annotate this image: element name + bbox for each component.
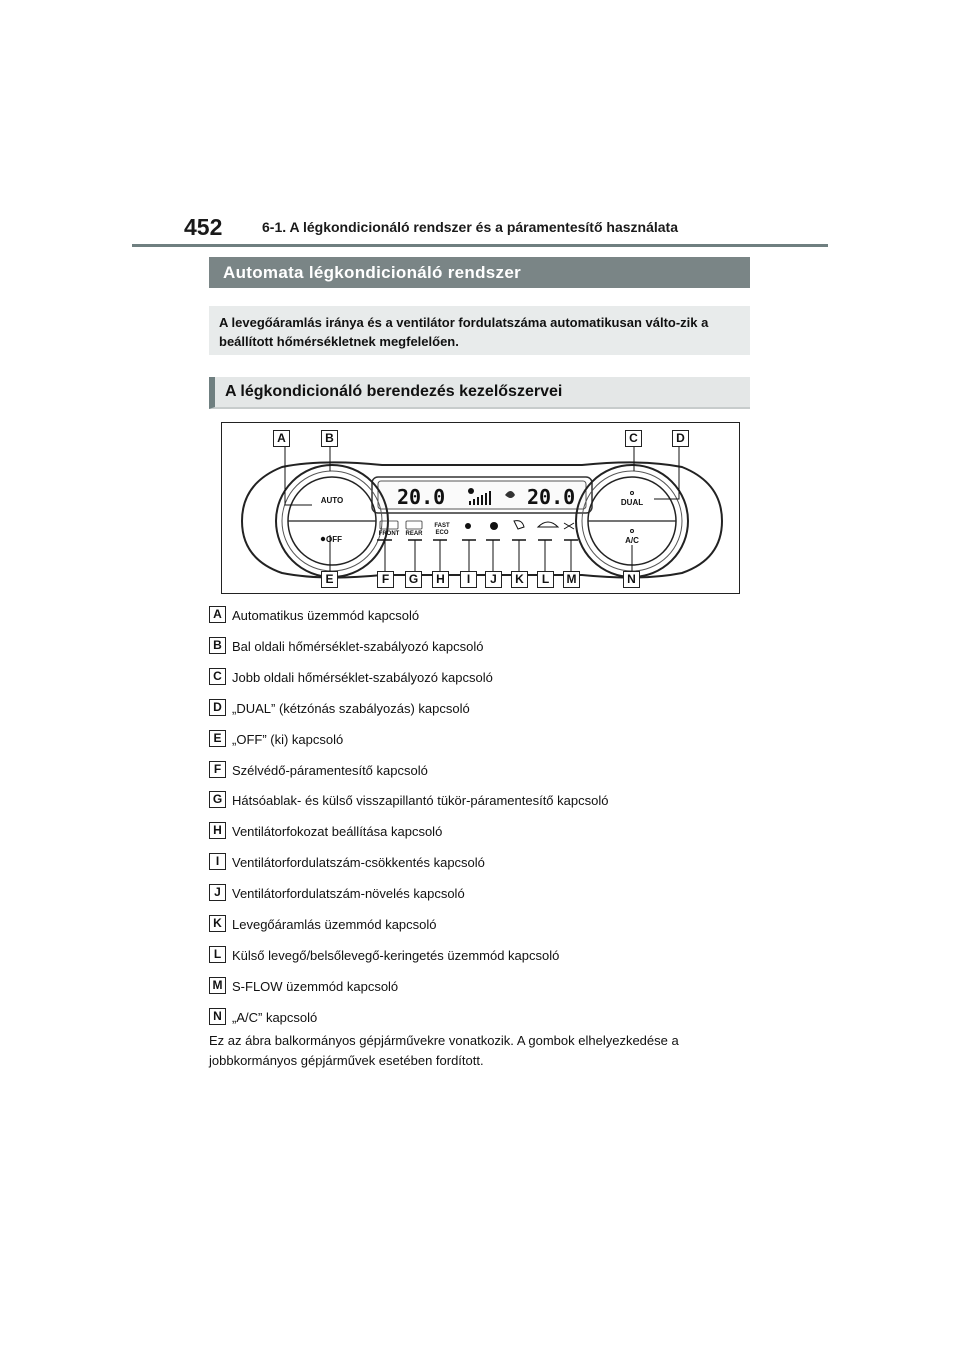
callout-b: B: [321, 430, 338, 447]
footnote: Ez az ábra balkormányos gépjárművekre vonatkozik. A gombok elhelyezkedése a jobbkormányos gépjárművek esetében fordított.: [209, 1033, 679, 1068]
climate-panel-figure: [221, 422, 740, 594]
callout-d: D: [672, 430, 689, 447]
fan-down-icon[interactable]: [465, 523, 471, 529]
climate-panel-illustration: [222, 423, 741, 595]
fan-up-icon[interactable]: [490, 522, 498, 530]
callout-j: J: [485, 571, 502, 588]
legend-text: Szélvédő-páramentesítő kapcsoló: [232, 763, 428, 778]
legend-text: Külső levegő/belsőlevegő-keringetés üzemmód kapcsoló: [232, 948, 560, 963]
callout-k: K: [511, 571, 528, 588]
auto-button-label[interactable]: AUTO: [320, 496, 344, 505]
fast-button-label[interactable]: FAST: [434, 523, 450, 529]
legend-letter-box: F: [209, 761, 226, 778]
eco-button-label[interactable]: ECO: [435, 530, 449, 536]
panel-outline: [242, 462, 722, 577]
callout-h: H: [432, 571, 449, 588]
dual-button-label[interactable]: DUAL: [620, 498, 644, 507]
legend-letter-box: K: [209, 915, 226, 932]
legend-letter-box: L: [209, 946, 226, 963]
legend-letter-box: D: [209, 699, 226, 716]
legend-text: Bal oldali hőmérséklet-szabályozó kapcsoló: [232, 639, 484, 654]
rear-defrost-button[interactable]: [406, 521, 422, 529]
page-number: 452: [184, 214, 223, 240]
legend-text: Jobb oldali hőmérséklet-szabályozó kapcsoló: [232, 670, 493, 685]
rear-button-label: REAR: [405, 531, 423, 537]
legend-text: Automatikus üzemmód kapcsoló: [232, 608, 420, 623]
display-right-temperature: 20.0: [527, 485, 576, 509]
legend-text: Hátsóablak- és külső visszapillantó tükör-páramentesítő kapcsoló: [232, 793, 609, 808]
legend-letter-box: A: [209, 606, 226, 623]
callout-l: L: [537, 571, 554, 588]
off-button-label[interactable]: OFF: [326, 535, 342, 544]
legend-letter-box: N: [209, 1008, 226, 1025]
front-button-label: FRONT: [378, 531, 400, 537]
callout-g: G: [405, 571, 422, 588]
left-temperature-knob[interactable]: [276, 465, 388, 577]
legend-text: Ventilátorfokozat beállítása kapcsoló: [232, 824, 443, 839]
front-defrost-button[interactable]: [380, 521, 398, 529]
legend-text: Ventilátorfordulatszám-növelés kapcsoló: [232, 886, 465, 901]
callout-c: C: [625, 430, 642, 447]
legend-letter-box: B: [209, 637, 226, 654]
subsection-title: A légkondicionáló berendezés kezelőszervei: [209, 377, 750, 409]
legend-letter-box: M: [209, 977, 226, 994]
legend-letter-box: J: [209, 884, 226, 901]
s-flow-icon[interactable]: [564, 523, 574, 529]
off-fan-icon: [321, 537, 325, 541]
section-title: Automata légkondicionáló rendszer: [209, 257, 750, 288]
display-left-temperature: 20.0: [397, 485, 446, 509]
legend-letter-box: G: [209, 791, 226, 808]
legend-letter-box: C: [209, 668, 226, 685]
chapter-title: 6-1. A légkondicionáló rendszer és a páramentesítő használata: [262, 219, 678, 235]
legend-letter-box: E: [209, 730, 226, 747]
legend-text: „DUAL” (kétzónás szabályozás) kapcsoló: [232, 701, 470, 716]
section-intro: A levegőáramlás iránya és a ventilátor fordulatszáma automatikusan válto-zik a beállított hőmérsékletnek megfelelően.: [209, 306, 750, 355]
legend-text: S-FLOW üzemmód kapcsoló: [232, 979, 399, 994]
airflow-mode-icon[interactable]: [514, 521, 524, 529]
callout-a: A: [273, 430, 290, 447]
callout-m: M: [563, 571, 580, 588]
recirculation-icon[interactable]: [538, 522, 558, 527]
callout-e: E: [321, 571, 338, 588]
legend-text: „A/C” kapcsoló: [232, 1010, 318, 1025]
ac-button-label[interactable]: A/C: [625, 536, 639, 545]
callout-i: I: [460, 571, 477, 588]
legend-text: Levegőáramlás üzemmód kapcsoló: [232, 917, 437, 932]
legend-letter-box: I: [209, 853, 226, 870]
legend-text: „OFF” (ki) kapcsoló: [232, 732, 344, 747]
legend-letter-box: H: [209, 822, 226, 839]
legend-text: Ventilátorfordulatszám-csökkentés kapcsoló: [232, 855, 485, 870]
header-divider: [132, 244, 828, 247]
callout-n: N: [623, 571, 640, 588]
callout-f: F: [377, 571, 394, 588]
